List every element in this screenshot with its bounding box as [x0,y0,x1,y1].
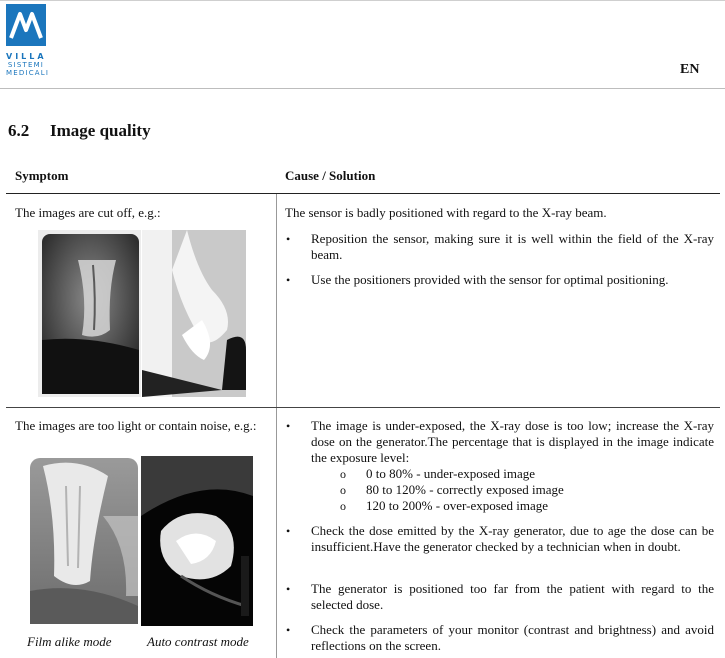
row2-bullet-1: The image is under-exposed, the X-ray dose is too low; increase the X-ray dose on the generator.The percentage that is displayed in the image indicate the exposure level: [311,418,714,465]
villa-logo [6,4,50,77]
xray-cutoff-image-1-graphic [38,230,141,397]
section-number: 6.2 [8,121,30,140]
bullet: • [286,524,291,538]
bullet: • [286,582,291,596]
exposure-level-1: 0 to 80% - under-exposed image [366,466,536,481]
column-header-symptom: Symptom [15,168,69,183]
bullet: • [286,623,291,637]
xray-film-alike-graphic [28,456,139,626]
row-divider [6,407,720,408]
row1-bullet-1: Reposition the sensor, making sure it is well within the field of the X-ray beam. [311,231,714,262]
row2-symptom: The images are too light or contain noise, e.g.: [15,418,257,433]
top-border [0,0,725,1]
row2-bullet-3: The generator is positioned too far from the patient with regard to the selected dose. [311,581,714,612]
villa-logo-icon [6,4,46,46]
header-divider [0,88,725,89]
table-header-rule [6,193,720,194]
logo-sub1: SISTEMI [7,61,45,69]
exposure-level-2: 80 to 120% - correctly exposed image [366,482,564,497]
column-divider [276,194,277,658]
xray-film-alike-image [28,456,139,626]
exposure-level-3: 120 to 200% - over-exposed image [366,498,549,513]
row1-symptom: The images are cut off, e.g.: [15,205,161,220]
row1-cause: The sensor is badly positioned with regard to the X-ray beam. [285,205,607,220]
row1-bullet-2: Use the positioners provided with the sensor for optimal positioning. [311,272,669,287]
section-title: Image quality [50,121,151,140]
section-heading [8,121,151,141]
bullet: • [286,419,291,433]
xray-auto-contrast-graphic [141,456,253,626]
bullet: • [286,232,291,246]
sub-bullet: o [340,499,346,513]
xray-cutoff-image-2 [142,230,246,397]
xray-cutoff-image-1 [38,230,141,397]
row2-bullet-2: Check the dose emitted by the X-ray generator, due to age the dose can be insufficient.Have the generator checked by a technician when in doubt. [311,523,714,554]
row2-bullet-4: Check the parameters of your monitor (contrast and brightness) and avoid reflections on the screen. [311,622,714,653]
caption-film-alike: Film alike mode [27,634,112,649]
xray-cutoff-image-2-graphic [142,230,246,397]
xray-auto-contrast-image [141,456,253,626]
sub-bullet: o [340,483,346,497]
language-code: EN [680,62,700,77]
column-header-cause: Cause / Solution [285,168,376,183]
caption-auto-contrast: Auto contrast mode [147,634,249,649]
logo-sub2: MEDICALI [6,69,50,77]
logo-brand: VILLA [6,52,47,61]
bullet: • [286,273,291,287]
sub-bullet: o [340,467,346,481]
